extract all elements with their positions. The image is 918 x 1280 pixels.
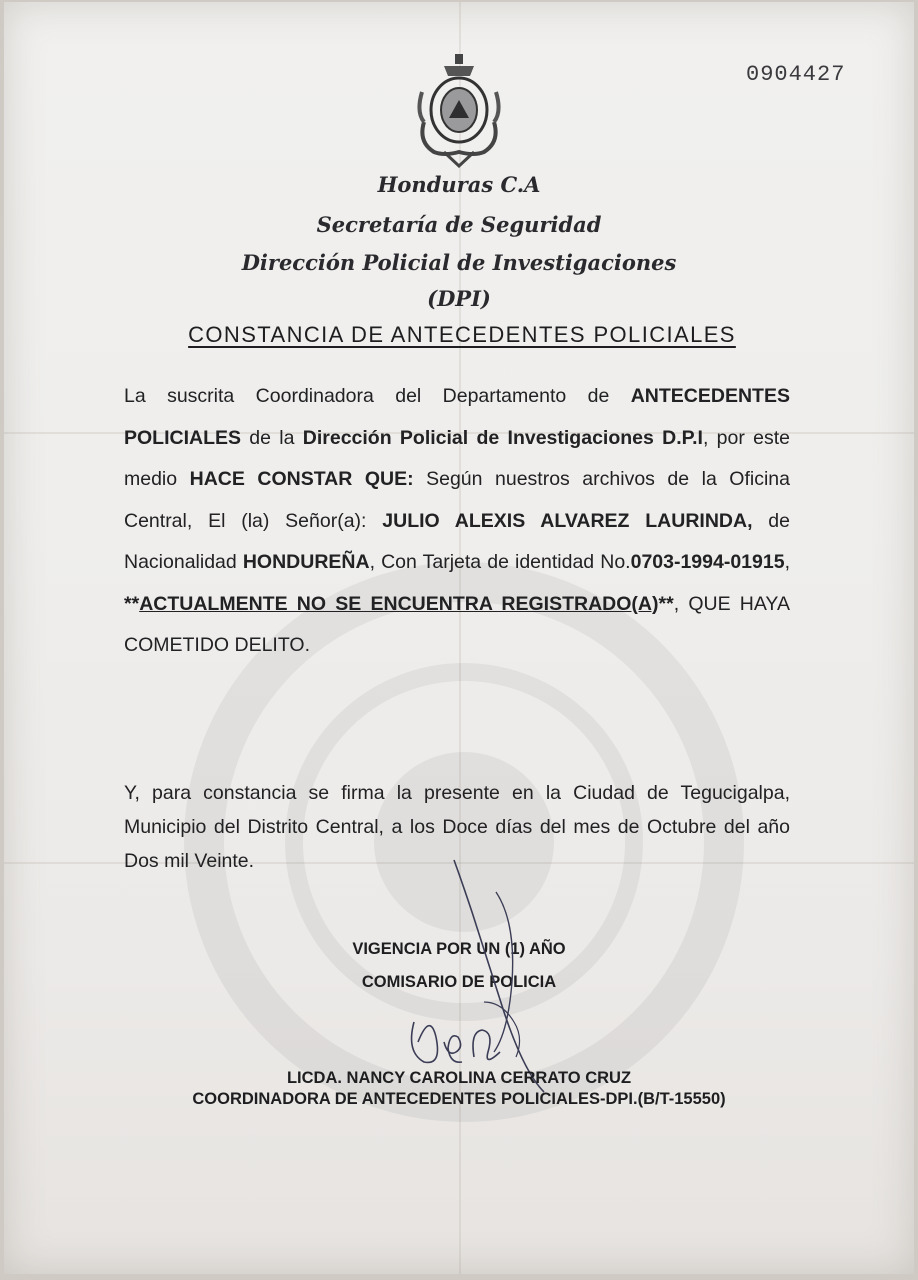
signatory-title: COORDINADORA DE ANTECEDENTES POLICIALES-DPI.(B/T-15550) (192, 1090, 726, 1108)
record-status: ACTUALMENTE NO SE ENCUENTRA REGISTRADO(A) (139, 592, 659, 615)
nationality: HONDUREÑA (242, 551, 370, 573)
body-text: La suscrita Coordinadora del Departamento de (124, 385, 631, 407)
body-text: , por este medio (124, 426, 791, 490)
validity-line: VIGENCIA POR UN (1) AÑO (352, 940, 566, 958)
body-text: Según nuestros archivos de la Oficina Central, El (la) Señor(a): (124, 468, 790, 532)
signatory-name: LICDA. NANCY CAROLINA CERRATO CRUZ (286, 1069, 632, 1087)
document-title: CONSTANCIA DE ANTECEDENTES POLICIALES (188, 322, 736, 347)
body-text: de Nacionalidad (124, 509, 790, 573)
body-text: de la (241, 426, 303, 449)
id-number: 0703-1994-01915 (630, 551, 785, 573)
serial-number: 0904427 (746, 62, 846, 87)
certify-phrase: HACE CONSTAR QUE: (189, 468, 414, 490)
header-country: Honduras C.A (377, 172, 541, 197)
body-text: , (784, 551, 790, 573)
directorate-name: Dirección Policial de Investigaciones D.P.I (302, 426, 703, 449)
status-asterisks: ** (124, 592, 140, 615)
header-acronym: (DPI) (427, 286, 491, 311)
header-directorate: Dirección Policial de Investigaciones (241, 250, 677, 275)
person-name: JULIO ALEXIS ALVAREZ LAURINDA, (382, 509, 753, 532)
certificate-body (124, 376, 790, 667)
department-name: ANTECEDENTES POLICIALES (124, 385, 790, 449)
status-asterisks: ** (658, 592, 674, 615)
document-page (4, 2, 914, 1274)
rank-line: COMISARIO DE POLICIA (361, 973, 557, 991)
body-text: , Con Tarjeta de identidad No. (369, 551, 631, 573)
closing-paragraph: Y, para constancia se firma la presente en la Ciudad de Tegucigalpa, Municipio del Distrito Central, a los Doce días del mes de Octubre del año Dos mil Veinte. (124, 782, 790, 872)
honduras-coat-of-arms-icon (414, 52, 504, 168)
header-ministry: Secretaría de Seguridad (316, 212, 602, 237)
body-text: , QUE HAYA COMETIDO DELITO. (124, 592, 791, 656)
